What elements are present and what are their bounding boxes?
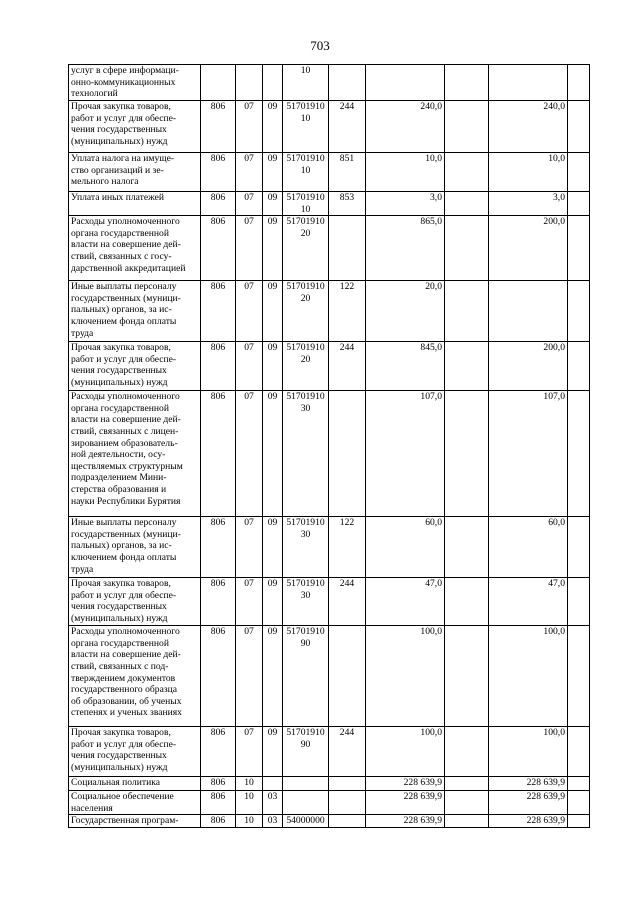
empty-cell bbox=[568, 281, 590, 342]
subsection-code-cell: 03 bbox=[263, 815, 283, 828]
amount-cell: 3,0 bbox=[489, 192, 568, 216]
row-name-cell: услуг в сфере информаци- онно-коммуникационных технологий bbox=[69, 65, 201, 101]
empty-cell bbox=[568, 216, 590, 281]
amount-cell: 100,0 bbox=[489, 626, 568, 727]
subsection-code-cell: 09 bbox=[263, 192, 283, 216]
row-name-cell: Иные выплаты персоналу государственных (муници- пальных) органов, за ис- ключением фонда оплаты труда bbox=[69, 281, 201, 342]
section-code-cell: 07 bbox=[236, 153, 263, 192]
amount-cell: 240,0 bbox=[489, 101, 568, 153]
amount-cell: 100,0 bbox=[489, 727, 568, 777]
amount-cell: 47,0 bbox=[489, 578, 568, 626]
amount-cell: 228 639,9 bbox=[489, 777, 568, 791]
table-row bbox=[69, 517, 590, 578]
ministry-code-cell: 806 bbox=[201, 578, 236, 626]
expense-kind-cell bbox=[329, 65, 366, 101]
amount-change-cell bbox=[445, 815, 489, 828]
empty-cell bbox=[568, 517, 590, 578]
subsection-code-cell: 09 bbox=[263, 216, 283, 281]
amount-cell: 100,0 bbox=[366, 727, 445, 777]
subsection-code-cell: 09 bbox=[263, 517, 283, 578]
amount-cell: 100,0 bbox=[366, 626, 445, 727]
subsection-code-cell: 09 bbox=[263, 101, 283, 153]
ministry-code-cell: 806 bbox=[201, 517, 236, 578]
amount-change-cell bbox=[445, 391, 489, 517]
expense-kind-cell bbox=[329, 391, 366, 517]
target-article-cell: 54000000 bbox=[283, 815, 329, 828]
expense-kind-cell: 244 bbox=[329, 101, 366, 153]
amount-change-cell bbox=[445, 153, 489, 192]
row-name-cell: Расходы уполномоченного органа государственной власти на совершение дей- ствий, связанных с под- тверждением документов государственного образца об образовании, об ученых степенях и ученых званиях bbox=[69, 626, 201, 727]
section-code-cell: 07 bbox=[236, 281, 263, 342]
amount-change-cell bbox=[445, 777, 489, 791]
empty-cell bbox=[568, 727, 590, 777]
section-code-cell: 07 bbox=[236, 626, 263, 727]
section-code-cell: 07 bbox=[236, 101, 263, 153]
empty-cell bbox=[568, 65, 590, 101]
section-code-cell: 10 bbox=[236, 815, 263, 828]
row-name-cell: Социальная политика bbox=[69, 777, 201, 791]
expense-kind-cell bbox=[329, 791, 366, 815]
expense-kind-cell: 244 bbox=[329, 578, 366, 626]
table-row bbox=[69, 391, 590, 517]
expense-kind-cell bbox=[329, 626, 366, 727]
amount-change-cell bbox=[445, 791, 489, 815]
row-name-cell: Прочая закупка товаров, работ и услуг для обеспе- чения государственных (муниципальных) нужд bbox=[69, 101, 201, 153]
empty-cell bbox=[568, 342, 590, 391]
target-article-cell: 51701910 90 bbox=[283, 727, 329, 777]
row-name-cell: Социальное обеспечение населения bbox=[69, 791, 201, 815]
target-article-cell: 51701910 10 bbox=[283, 153, 329, 192]
amount-cell: 107,0 bbox=[489, 391, 568, 517]
target-article-cell bbox=[283, 777, 329, 791]
amount-change-cell bbox=[445, 342, 489, 391]
amount-change-cell bbox=[445, 281, 489, 342]
ministry-code-cell: 806 bbox=[201, 626, 236, 727]
subsection-code-cell bbox=[263, 777, 283, 791]
ministry-code-cell: 806 bbox=[201, 216, 236, 281]
expense-kind-cell bbox=[329, 216, 366, 281]
empty-cell bbox=[568, 626, 590, 727]
table-row bbox=[69, 101, 590, 153]
amount-cell: 845,0 bbox=[366, 342, 445, 391]
section-code-cell: 07 bbox=[236, 727, 263, 777]
amount-cell: 10,0 bbox=[366, 153, 445, 192]
subsection-code-cell: 09 bbox=[263, 578, 283, 626]
table-row bbox=[69, 153, 590, 192]
amount-change-cell bbox=[445, 626, 489, 727]
amount-change-cell bbox=[445, 517, 489, 578]
amount-change-cell bbox=[445, 216, 489, 281]
target-article-cell: 51701910 10 bbox=[283, 192, 329, 216]
row-name-cell: Государственная програм- bbox=[69, 815, 201, 828]
row-name-cell: Прочая закупка товаров, работ и услуг для обеспе- чения государственных (муниципальных) нужд bbox=[69, 342, 201, 391]
expense-kind-cell: 122 bbox=[329, 517, 366, 578]
ministry-code-cell: 806 bbox=[201, 342, 236, 391]
ministry-code-cell: 806 bbox=[201, 281, 236, 342]
target-article-cell: 51701910 20 bbox=[283, 281, 329, 342]
budget-table bbox=[68, 64, 590, 828]
ministry-code-cell: 806 bbox=[201, 727, 236, 777]
ministry-code-cell: 806 bbox=[201, 777, 236, 791]
expense-kind-cell: 851 bbox=[329, 153, 366, 192]
table-body bbox=[69, 65, 590, 828]
table-row bbox=[69, 192, 590, 216]
expense-kind-cell: 244 bbox=[329, 727, 366, 777]
subsection-code-cell: 09 bbox=[263, 727, 283, 777]
row-name-cell: Прочая закупка товаров, работ и услуг для обеспе- чения государственных (муниципальных) нужд bbox=[69, 578, 201, 626]
table-row bbox=[69, 65, 590, 101]
table-row bbox=[69, 216, 590, 281]
amount-change-cell bbox=[445, 727, 489, 777]
expense-kind-cell: 244 bbox=[329, 342, 366, 391]
ministry-code-cell: 806 bbox=[201, 153, 236, 192]
section-code-cell: 07 bbox=[236, 342, 263, 391]
section-code-cell: 10 bbox=[236, 777, 263, 791]
amount-change-cell bbox=[445, 578, 489, 626]
section-code-cell: 07 bbox=[236, 391, 263, 517]
target-article-cell: 51701910 10 bbox=[283, 101, 329, 153]
amount-change-cell bbox=[445, 101, 489, 153]
amount-cell: 865,0 bbox=[366, 216, 445, 281]
amount-cell: 3,0 bbox=[366, 192, 445, 216]
target-article-cell bbox=[283, 791, 329, 815]
target-article-cell: 51701910 90 bbox=[283, 626, 329, 727]
expense-kind-cell: 853 bbox=[329, 192, 366, 216]
section-code-cell: 10 bbox=[236, 791, 263, 815]
empty-cell bbox=[568, 153, 590, 192]
amount-cell: 47,0 bbox=[366, 578, 445, 626]
amount-cell: 20,0 bbox=[366, 281, 445, 342]
target-article-cell: 51701910 20 bbox=[283, 216, 329, 281]
row-name-cell: Прочая закупка товаров, работ и услуг для обеспе- чения государственных (муниципальных) нужд bbox=[69, 727, 201, 777]
ministry-code-cell: 806 bbox=[201, 815, 236, 828]
section-code-cell: 07 bbox=[236, 192, 263, 216]
table-row bbox=[69, 815, 590, 828]
table-row bbox=[69, 578, 590, 626]
target-article-cell: 51701910 30 bbox=[283, 517, 329, 578]
empty-cell bbox=[568, 101, 590, 153]
subsection-code-cell: 09 bbox=[263, 626, 283, 727]
row-name-cell: Расходы уполномоченного органа государственной власти на совершение дей- ствий, связанных с госу- дарственной аккредитацией bbox=[69, 216, 201, 281]
row-name-cell: Уплата налога на имуще- ство организаций и зе- мельного налога bbox=[69, 153, 201, 192]
table-row bbox=[69, 727, 590, 777]
empty-cell bbox=[568, 791, 590, 815]
amount-cell: 228 639,9 bbox=[366, 815, 445, 828]
ministry-code-cell: 806 bbox=[201, 791, 236, 815]
subsection-code-cell: 09 bbox=[263, 342, 283, 391]
section-code-cell bbox=[236, 65, 263, 101]
amount-cell: 60,0 bbox=[489, 517, 568, 578]
ministry-code-cell: 806 bbox=[201, 391, 236, 517]
amount-cell: 10,0 bbox=[489, 153, 568, 192]
target-article-cell: 51701910 30 bbox=[283, 391, 329, 517]
row-name-cell: Расходы уполномоченного органа государственной власти на совершение дей- ствий, связанных с лицен- зированием образователь- ной деятельности, осу- ществляемых структурным подразделением Мини- стерства образования и науки Республики Бурятия bbox=[69, 391, 201, 517]
expense-kind-cell bbox=[329, 815, 366, 828]
amount-change-cell bbox=[445, 192, 489, 216]
amount-cell bbox=[489, 281, 568, 342]
target-article-cell: 51701910 20 bbox=[283, 342, 329, 391]
empty-cell bbox=[568, 192, 590, 216]
target-article-cell: 10 bbox=[283, 65, 329, 101]
subsection-code-cell: 03 bbox=[263, 791, 283, 815]
amount-cell: 240,0 bbox=[366, 101, 445, 153]
amount-change-cell bbox=[445, 65, 489, 101]
amount-cell: 60,0 bbox=[366, 517, 445, 578]
section-code-cell: 07 bbox=[236, 517, 263, 578]
expense-kind-cell: 122 bbox=[329, 281, 366, 342]
subsection-code-cell: 09 bbox=[263, 153, 283, 192]
subsection-code-cell: 09 bbox=[263, 391, 283, 517]
amount-cell: 228 639,9 bbox=[489, 791, 568, 815]
row-name-cell: Иные выплаты персоналу государственных (муници- пальных) органов, за ис- ключением фонда оплаты труда bbox=[69, 517, 201, 578]
target-article-cell: 51701910 30 bbox=[283, 578, 329, 626]
row-name-cell: Уплата иных платежей bbox=[69, 192, 201, 216]
section-code-cell: 07 bbox=[236, 578, 263, 626]
table-row bbox=[69, 626, 590, 727]
ministry-code-cell: 806 bbox=[201, 192, 236, 216]
empty-cell bbox=[568, 815, 590, 828]
empty-cell bbox=[568, 777, 590, 791]
table-row bbox=[69, 342, 590, 391]
amount-cell bbox=[366, 65, 445, 101]
amount-cell bbox=[489, 65, 568, 101]
table-row bbox=[69, 791, 590, 815]
empty-cell bbox=[568, 391, 590, 517]
subsection-code-cell: 09 bbox=[263, 281, 283, 342]
page-number: 703 bbox=[310, 38, 330, 53]
section-code-cell: 07 bbox=[236, 216, 263, 281]
table-row bbox=[69, 777, 590, 791]
ministry-code-cell: 806 bbox=[201, 101, 236, 153]
amount-cell: 200,0 bbox=[489, 216, 568, 281]
subsection-code-cell bbox=[263, 65, 283, 101]
amount-cell: 228 639,9 bbox=[366, 777, 445, 791]
empty-cell bbox=[568, 578, 590, 626]
amount-cell: 107,0 bbox=[366, 391, 445, 517]
amount-cell: 200,0 bbox=[489, 342, 568, 391]
table-row bbox=[69, 281, 590, 342]
ministry-code-cell bbox=[201, 65, 236, 101]
expense-kind-cell bbox=[329, 777, 366, 791]
amount-cell: 228 639,9 bbox=[366, 791, 445, 815]
amount-cell: 228 639,9 bbox=[489, 815, 568, 828]
